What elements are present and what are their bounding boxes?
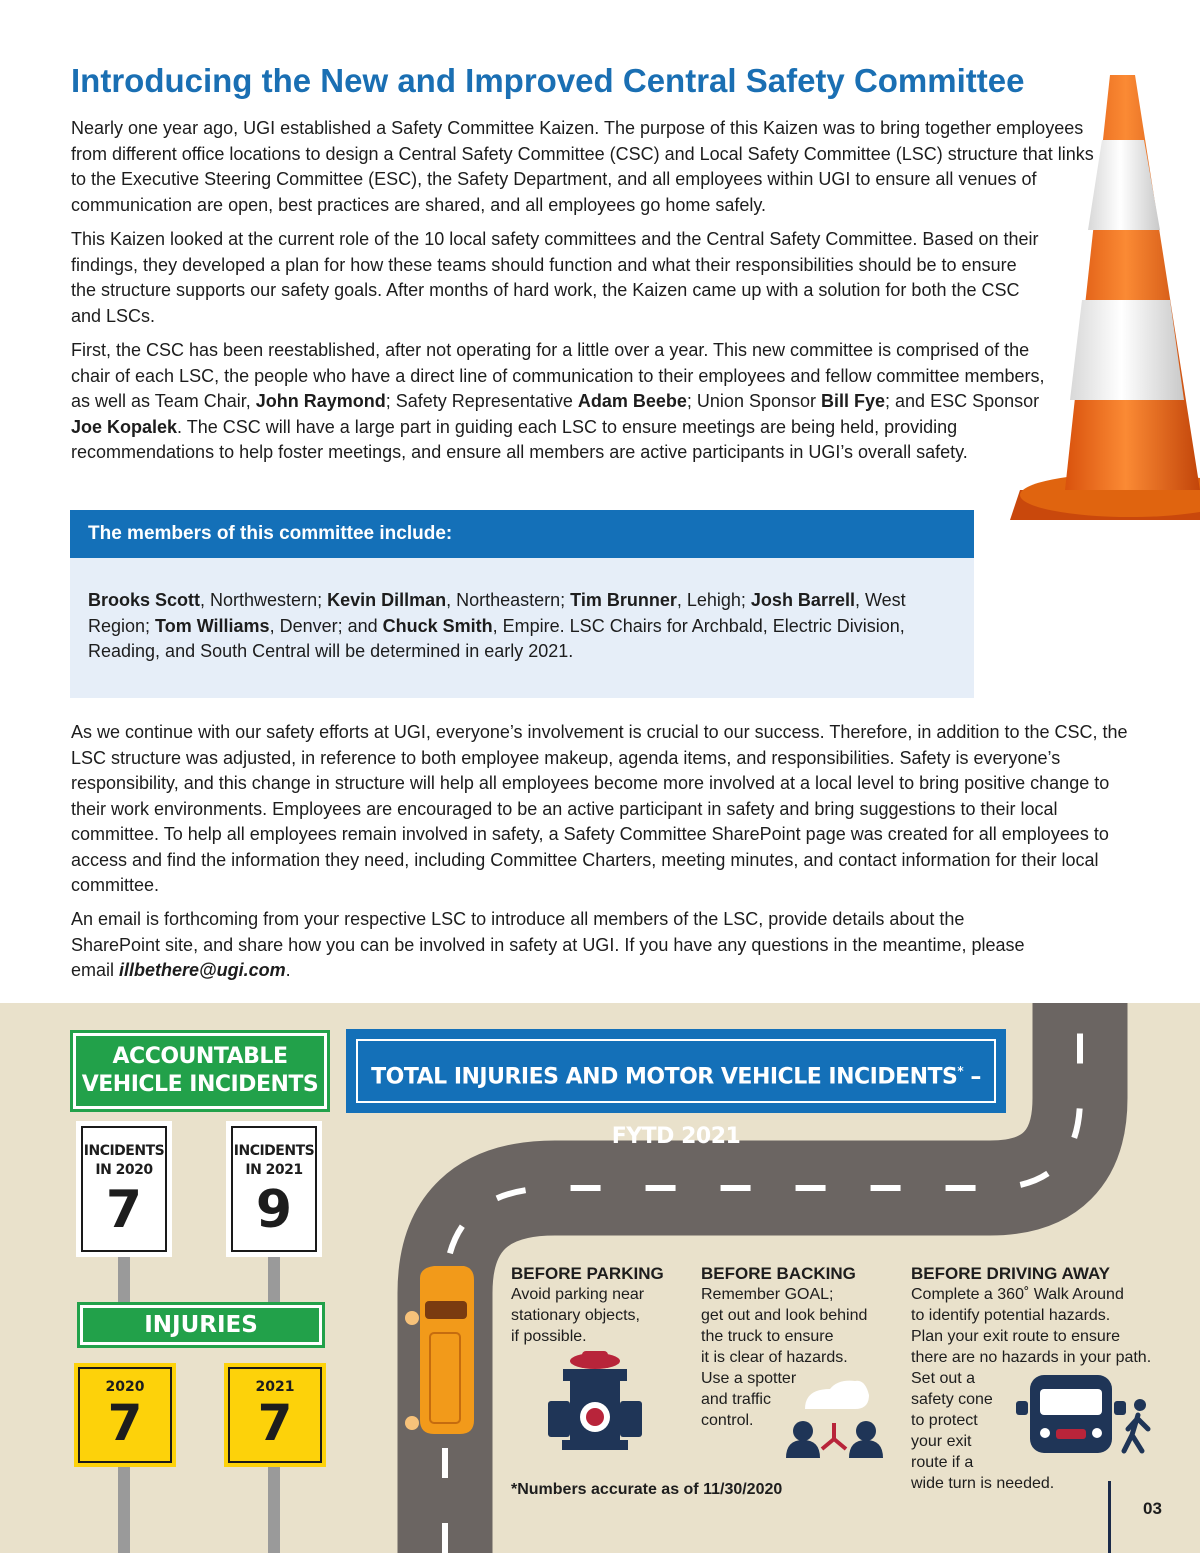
incidents-2021-sign [226,1121,322,1257]
tip-before-backing [701,1263,901,1431]
email-paragraph [71,907,1051,984]
page-number-divider [1108,1481,1111,1553]
tip-line: control. [701,1412,754,1429]
incidents-2021-value: 9 [255,1180,293,1240]
lsc-paragraph: As we continue with our safety efforts at UGI, everyone’s involvement is crucial to our success. Therefore, in addition to the CSC, the LSC structure was adjusted, in reference to both employee makeup, agenda items, and responsibilities. Safety is everyone’s responsibility, and this change in structure will help all employees become more involved at a local level to bring positive change to their work environments. Employees are encouraged to be an active participant in safety and bring suggestions to their local committee. To help all employees remain involved in safety, a Safety Committee SharePoint page was created for all employees to access and find the information they need, including Committee Charters, meeting minutes, and contact information for their local committee. [71,722,1128,895]
member-name: Josh Barrell [750,590,855,610]
incidents-2021-label-2: IN 2021 [245,1162,303,1178]
safety-infographic [0,1003,1200,1553]
injuries-2021-label: 2021 [255,1379,295,1395]
tip-line: and traffic [701,1391,771,1408]
union-sponsor-name: Bill Fye [821,391,886,411]
banner-text: TOTAL INJURIES AND MOTOR VEHICLE INCIDENTS [371,1064,958,1090]
injuries-2021-value: 7 [257,1394,293,1452]
incidents-2020-value: 7 [105,1180,143,1240]
safety-rep-name: Adam Beebe [577,391,687,411]
accountable-line-1: ACCOUNTABLE [112,1044,288,1069]
incidents-2021-label-1: INCIDENTS [233,1143,315,1159]
tip-line: Remember GOAL; [701,1286,834,1303]
csc-text-1: First, the CSC has been reestablished, after not operating for a little over a year. This new committee is comprised of the chair of each LSC, the people who have a direct line of communication to their employees and fellow committee members, as well as Team Chair, [71,340,1045,411]
csc-text-5: . The CSC will have a large part in guiding each LSC to ensure meetings are being held, providing recommendations to help foster meetings, and ensure all members are active participants in UGI’s overall safety. [71,416,968,462]
injuries-sign [80,1305,322,1345]
incidents-2020-sign [76,1121,172,1257]
tip-heading: BEFORE BACKING [701,1264,856,1283]
member-region: , Northwestern; [200,590,328,610]
injuries-label: INJURIES [144,1312,258,1338]
injuries-2020-sign [74,1363,176,1467]
member-name: Tim Brunner [570,590,677,610]
tip-line: if possible. [511,1328,587,1345]
email-link[interactable]: illbethere@ugi.com [119,960,286,980]
tip-line: to protect [911,1412,978,1429]
tip-line: wide turn is needed. [911,1475,1055,1492]
tip-line: stationary objects, [511,1307,640,1324]
member-name: Brooks Scott [88,590,201,610]
tip-line: the truck to ensure [701,1328,834,1345]
sign-post [118,1465,130,1553]
tip-line: Set out a [911,1370,976,1387]
member-region: , Denver; and [269,615,383,636]
members-callout [70,510,974,698]
tip-line: safety cone [911,1391,993,1408]
injuries-2020-value: 7 [107,1394,143,1452]
tip-line: Avoid parking near [511,1286,645,1303]
sign-post [268,1465,280,1553]
sign-post [268,1255,280,1305]
member-region: , Lehigh; [676,590,751,610]
banner-asterisk: * [957,1064,964,1078]
injuries-2021-sign [224,1363,326,1467]
page-title: Introducing the New and Improved Central Safety Committee [71,62,1025,99]
tip-line: it is clear of hazards. [701,1349,848,1366]
tip-line: your exit [911,1433,972,1450]
member-name: Chuck Smith [382,615,493,636]
member-region: , Northeastern; [446,590,571,610]
injuries-2020-label: 2020 [105,1379,145,1395]
tip-line: get out and look behind [701,1307,868,1324]
footnote: *Numbers accurate as of 11/30/2020 [511,1481,783,1498]
kaizen-paragraph: This Kaizen looked at the current role of the 10 local safety committees and the Central Safety Committee. Based on their findings, they developed a plan for how these teams should function and what their responsibilities should be to ensure the structure supports our safety goals. After months of hard work, the Kaizen came up with a solution for both the CSC and LSCs. [71,229,1039,326]
csc-text-4: ; and ESC Sponsor [885,391,1040,411]
member-region: , Empire. LSC Chairs for Archbald, Electric Division, Reading, and South Central will be determined in early 2021. [88,615,905,661]
tip-line: Plan your exit route to ensure [911,1328,1121,1345]
sign-post [118,1255,130,1305]
banner-suffix: – FYTD 2021 [611,1064,981,1150]
tip-line: there are no hazards in your path. [911,1349,1152,1366]
fire-hydrant-icon [548,1351,642,1450]
tip-line: to identify potential hazards. [911,1307,1111,1324]
tip-line: Complete a 360˚ Walk Around [911,1286,1124,1303]
member-name: Kevin Dillman [327,590,447,610]
email-text-end: . [285,960,291,980]
tip-heading: BEFORE PARKING [511,1264,664,1283]
esc-sponsor-name: Joe Kopalek [71,416,178,437]
member-region: , West Region; [88,590,906,636]
intro-paragraph: Nearly one year ago, UGI established a Safety Committee Kaizen. The purpose of this Kaizen was to bring together employees from different office locations to design a Central Safety Committee (CSC) and Local Safety Committee (LSC) structure that links to the Executive Steering Committee (ESC), the Safety Department, and all employees within UGI to ensure all venues of communication are open, best practices are shared, and all employees go home safely. [71,118,1094,215]
fytd-banner [346,1029,1006,1150]
email-text: An email is forthcoming from your respective LSC to introduce all members of the LSC, provide details about the SharePoint site, and share how you can be involved in safety at UGI. If you have any questions in the meantime, please email [71,909,1025,980]
csc-paragraph [71,338,1066,466]
members-heading: The members of this committee include: [70,510,974,558]
tip-line: Use a spotter [701,1370,797,1387]
tip-before-parking [511,1263,691,1347]
tip-before-driving-away [911,1263,1176,1494]
csc-text-3: ; Union Sponsor [686,391,821,411]
page-number: 03 [1143,1499,1162,1518]
csc-text-2: ; Safety Representative [385,391,578,411]
accountable-line-2: VEHICLE INCIDENTS [81,1072,319,1097]
members-list [88,588,958,665]
incidents-2020-label-1: INCIDENTS [83,1143,165,1159]
accountable-vehicle-incidents-sign [73,1033,327,1109]
tip-line: route if a [911,1454,974,1471]
incidents-2020-label-2: IN 2020 [95,1162,153,1178]
team-chair-name: John Raymond [255,391,386,411]
member-name: Tom Williams [155,615,270,636]
tip-heading: BEFORE DRIVING AWAY [911,1264,1110,1283]
